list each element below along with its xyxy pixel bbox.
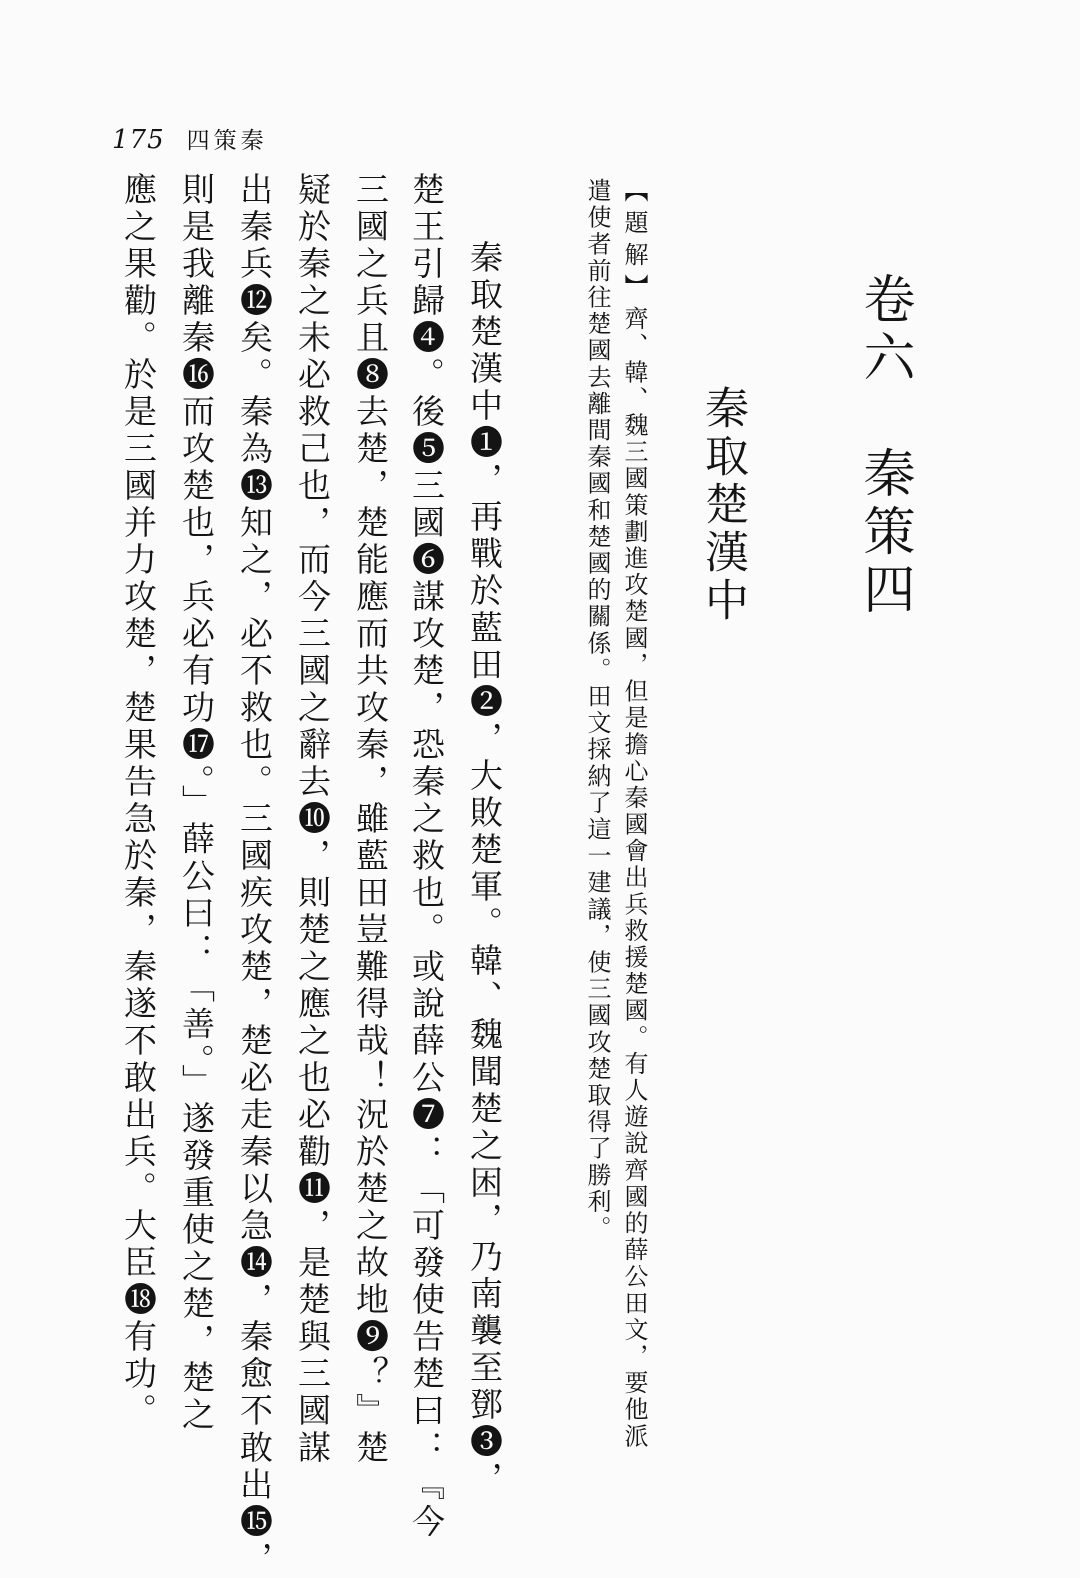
body-text-line-1: 秦取楚漢中❶，再戰於藍田❷，大敗楚軍。韓、魏聞楚之困，乃南襲至鄧❸， [465,240,504,1498]
page-number: 175 [112,125,165,155]
running-head [112,122,268,155]
volume-title: 卷六 秦策四 [854,272,914,620]
body-text-line-3: 三國之兵且❽去楚，楚能應而共攻秦，雖藍田豈難得哉！況於楚之故地❾？』楚 [351,172,390,1467]
body-text-line-6: 則是我離秦⓰而攻楚也，兵必有功⓱。」薛公曰：「善。」遂發重使之楚，楚之 [177,172,216,1434]
intro-column-1 [622,178,646,1450]
body-text-line-2: 楚王引歸❹。後❺三國❻謀攻楚，恐秦之救也。或說薛公❼：「可發使告楚曰：『今 [407,172,446,1541]
chapter-title: 秦取楚漢中 [697,385,748,625]
intro-text-line-2: 遣使者前往楚國去離間秦國和楚國的關係。田文採納了這一建議，使三國攻楚取得了勝利。 [583,178,611,1242]
intro-text-line-1: 齊、韓、魏三國策劃進攻楚國，但是擔心秦國會出兵救援楚國。有人遊說齊國的薛公田文，要他派 [620,306,648,1450]
intro-label: 【題解】 [620,178,648,306]
body-text-line-4: 疑於秦之未必救己也，而今三國之辭去❿，則楚之應之也必勸⓫，是楚與三國謀 [293,172,332,1467]
running-section-title: 四策秦 [186,128,268,154]
body-text-line-7: 應之果勸。於是三國并力攻楚，楚果告急於秦，秦遂不敢出兵。大臣⓲有功。 [119,172,158,1430]
body-text-line-5: 出秦兵⓬矣。秦為⓭知之，必不救也。三國疾攻楚，楚必走秦以急⓮，秦愈不敢出⓯， [235,172,274,1578]
